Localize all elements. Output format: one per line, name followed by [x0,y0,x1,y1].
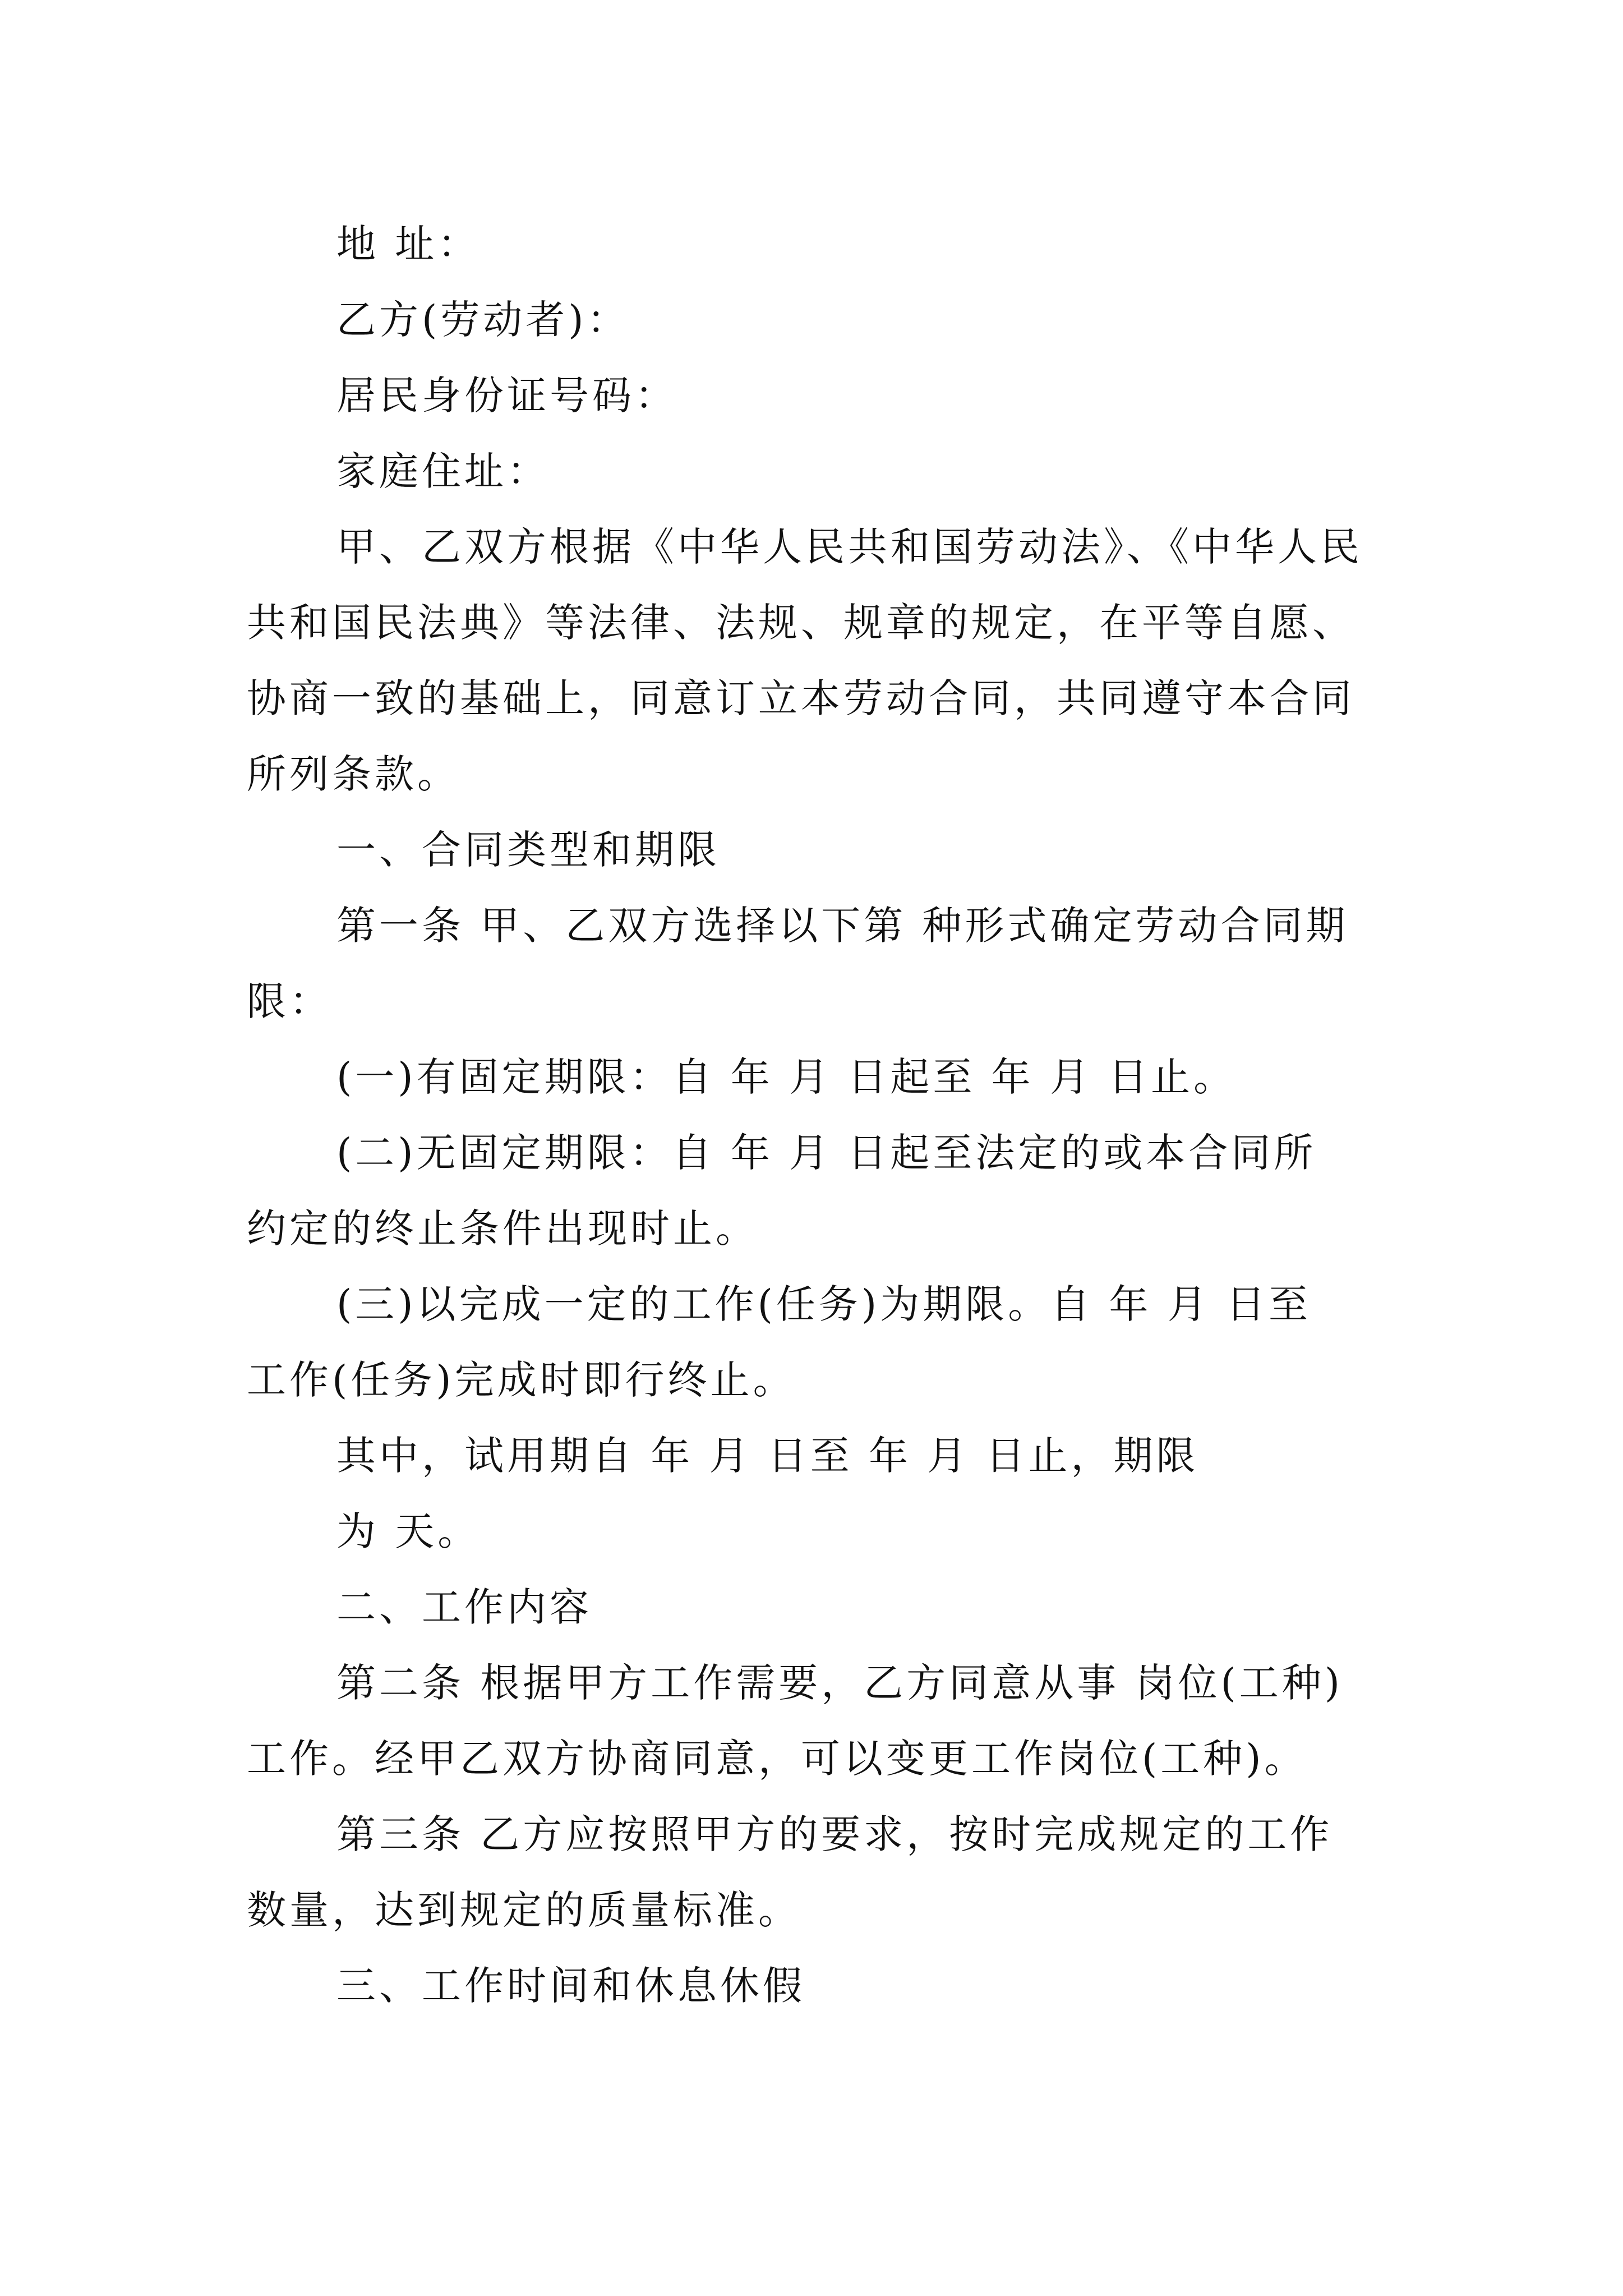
article-1-line-2: 限： [247,978,332,1024]
section-heading-2: 二、工作内容 [336,1584,592,1630]
term-option-open-1: (二)无固定期限：自 年 月 日起至法定的或本合同所 [336,1130,1317,1176]
address-label: 地 址： [336,221,481,267]
party-b-label: 乙方(劳动者)： [336,297,630,343]
article-1-line-1: 第一条 甲、乙双方选择以下第 种形式确定劳动合同期 [336,903,1349,949]
term-option-task-2: 工作(任务)完成时即行终止。 [247,1357,796,1403]
article-2-line-2: 工作。经甲乙双方协商同意，可以变更工作岗位(工种)。 [247,1736,1307,1782]
probation-line-2: 为 天。 [336,1508,481,1554]
preamble-line-4: 所列条款。 [247,751,460,797]
article-3-line-1: 第三条 乙方应按照甲方的要求，按时完成规定的工作 [336,1811,1333,1857]
preamble-line-3: 协商一致的基础上，同意订立本劳动合同，共同遵守本合同 [247,675,1355,721]
term-option-task-1: (三)以完成一定的工作(任务)为期限。自 年 月 日至 [336,1281,1311,1327]
term-option-fixed: (一)有固定期限：自 年 月 日起至 年 月 日止。 [336,1054,1237,1100]
article-3-line-2: 数量，达到规定的质量标准。 [247,1887,801,1933]
article-2-line-1: 第二条 根据甲方工作需要，乙方同意从事 岗位(工种) [336,1660,1344,1706]
probation-line-1: 其中，试用期自 年 月 日至 年 月 日止，期限 [336,1433,1199,1479]
term-option-open-2: 约定的终止条件出现时止。 [247,1205,758,1251]
id-number-label: 居民身份证号码： [336,372,677,418]
preamble-line-1: 甲、乙双方根据《中华人民共和国劳动法》、《中华人民 [336,524,1363,570]
home-address-label: 家庭住址： [336,448,550,494]
section-heading-3: 三、工作时间和休息休假 [336,1963,805,2009]
section-heading-1: 一、合同类型和期限 [336,827,720,873]
preamble-line-2: 共和国民法典》等法律、法规、规章的规定，在平等自愿、 [247,600,1355,646]
